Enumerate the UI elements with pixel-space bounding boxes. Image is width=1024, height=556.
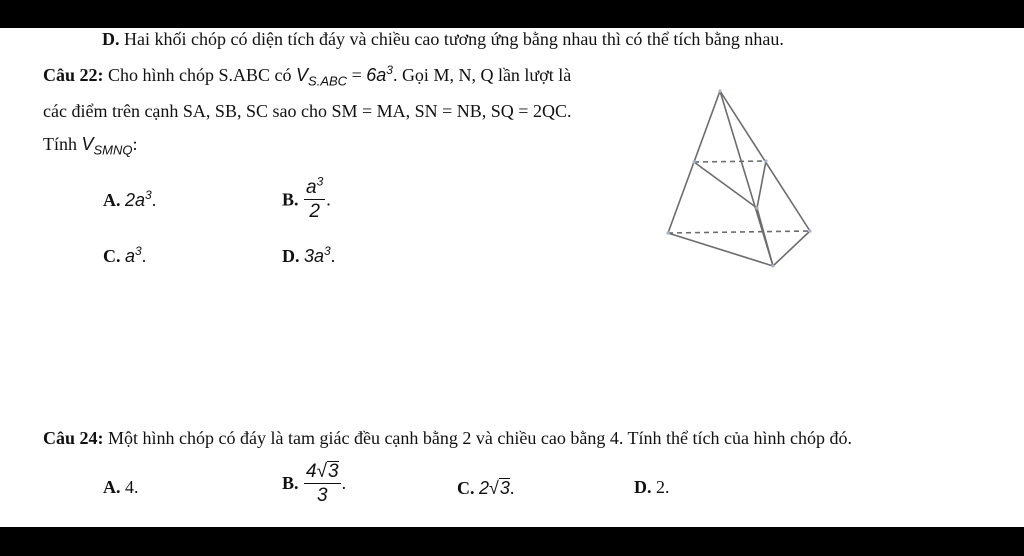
q22-line-2: các điểm trên cạnh SA, SB, SC sao cho SM = MA, SN = NB, SQ = 2QC. xyxy=(43,101,572,121)
q22-option-a: A. $2a^3$. xyxy=(103,188,157,210)
edge-AB xyxy=(668,233,773,266)
segment-MQ xyxy=(694,162,757,208)
q24-line-1: Câu 24: Một hình chóp có đáy là tam giác đều cạnh bằng 2 và chiều cao bằng 4. Tính thể tích của hình chóp đó. xyxy=(43,428,852,448)
prev-question-option-d: D. Hai khối chóp có diện tích đáy và chiều cao tương ứng bằng nhau thì có thể tích bằng nhau. xyxy=(102,29,784,49)
q24-option-c: C. 2√3. xyxy=(457,478,515,498)
edge-AC-hidden xyxy=(668,231,810,233)
q22-option-b: B. $\frac{a^3}{2}$ . xyxy=(282,174,331,222)
q22-line-1: Câu 22: Cho hình chóp S.ABC có $V_{S.ABC} = 6a^3$. Gọi M, N, Q lần lượt là xyxy=(43,63,572,89)
edge-BC xyxy=(773,231,810,266)
q24-option-d: D. 2. xyxy=(634,477,670,497)
q22-label: Câu 22: xyxy=(43,65,104,85)
q22-volume-symbol: $V_{S.ABC}$ xyxy=(296,65,348,89)
segment-QN xyxy=(757,161,766,208)
q24-option-b: B. $\frac{4√3}{3}$ . xyxy=(282,461,347,506)
q22-option-d: D. $3a^3$. xyxy=(282,244,336,266)
q24-option-a: A. 4. xyxy=(103,477,139,497)
q22-line-3: Tính $V_{SMNQ}$: xyxy=(43,134,138,158)
pyramid-solid-edges xyxy=(668,91,810,266)
q22-option-c: C. $a^3$. xyxy=(103,244,147,266)
document-page xyxy=(0,28,1024,527)
q24-label: Câu 24: xyxy=(43,428,104,448)
segment-MN-hidden xyxy=(694,161,766,162)
pyramid-figure xyxy=(650,83,830,278)
segment-QB xyxy=(757,208,773,266)
